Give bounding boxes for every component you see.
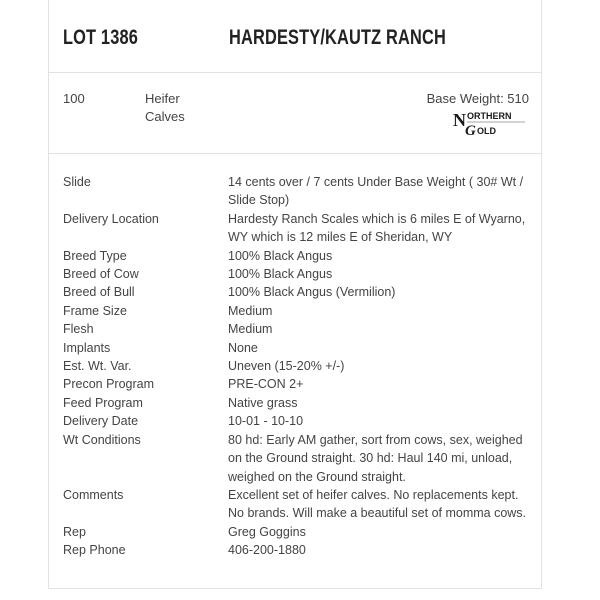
detail-value: 14 cents over / 7 cents Under Base Weight ( 30# Wt / Slide Stop) — [228, 175, 524, 208]
detail-row — [49, 173, 541, 210]
detail-value: 80 hd: Early AM gather, sort from cows, sex, weighed on the Ground straight. 30 hd: Haul 140 mi, unload, weighed on the Ground straight. — [228, 432, 523, 484]
detail-value: Medium — [228, 322, 273, 337]
detail-label: Breed Type — [63, 248, 127, 263]
detail-value: None — [228, 340, 258, 355]
detail-value: PRE-CON 2+ — [228, 377, 304, 392]
detail-row — [49, 320, 541, 338]
detail-row — [49, 431, 541, 486]
logo-text-bottom: OLD — [477, 126, 496, 136]
northern-gold-logo-icon — [451, 108, 529, 136]
detail-value: 100% Black Angus (Vermilion) — [228, 285, 396, 300]
detail-row — [49, 394, 541, 412]
detail-value: Native grass — [228, 395, 298, 410]
detail-label: Flesh — [63, 322, 94, 337]
lot-number: LOT 1386 — [63, 26, 139, 49]
lot-summary — [49, 73, 541, 154]
detail-label: Delivery Date — [63, 414, 139, 429]
detail-row — [49, 523, 541, 541]
detail-label: Precon Program — [63, 377, 155, 392]
head-count: 100 — [63, 91, 85, 106]
detail-value: 100% Black Angus — [228, 248, 333, 263]
detail-row — [49, 283, 541, 301]
detail-row — [49, 339, 541, 357]
logo-text-top: ORTHERN — [467, 111, 512, 121]
detail-value: Hardesty Ranch Scales which is 6 miles E of Wyarno, WY which is 12 miles E of Sheridan, WY — [228, 211, 526, 245]
detail-row — [49, 210, 541, 247]
detail-label: Feed Program — [63, 395, 143, 410]
lot-details — [49, 154, 541, 560]
logo-letter-n: N — [453, 110, 466, 130]
detail-label: Rep Phone — [63, 543, 126, 558]
detail-value: Greg Goggins — [228, 524, 306, 539]
detail-label: Frame Size — [63, 303, 127, 318]
base-weight: Base Weight: 510 — [426, 91, 529, 106]
logo-letter-g: G — [465, 123, 476, 136]
detail-row — [49, 265, 541, 283]
detail-value: 100% Black Angus — [228, 267, 333, 282]
detail-label: Slide — [63, 175, 91, 189]
detail-label: Delivery Location — [63, 211, 159, 226]
detail-label: Comments — [63, 487, 124, 502]
lot-card — [48, 0, 542, 589]
detail-label: Wt Conditions — [63, 432, 141, 447]
detail-row — [49, 247, 541, 265]
detail-value: Uneven (15-20% +/-) — [228, 359, 345, 374]
detail-label: Implants — [63, 340, 111, 355]
cattle-kind: Heifer Calves — [145, 91, 185, 124]
detail-row — [49, 541, 541, 559]
detail-label: Breed of Cow — [63, 267, 139, 282]
detail-row — [49, 412, 541, 430]
ranch-name: HARDESTY/KAUTZ RANCH — [229, 26, 446, 49]
detail-row — [49, 357, 541, 375]
detail-value: Excellent set of heifer calves. No replacements kept. No brands. Will make a beautiful set of momma cows. — [228, 487, 527, 521]
detail-row — [49, 302, 541, 320]
detail-value: Medium — [228, 303, 273, 318]
detail-label: Est. Wt. Var. — [63, 359, 132, 374]
detail-value: 406-200-1880 — [228, 543, 306, 558]
lot-header — [49, 0, 541, 73]
detail-row — [49, 375, 541, 393]
detail-value: 10-01 - 10-10 — [228, 414, 304, 429]
detail-row — [49, 486, 541, 523]
detail-label: Rep — [63, 524, 86, 539]
detail-label: Breed of Bull — [63, 285, 135, 300]
